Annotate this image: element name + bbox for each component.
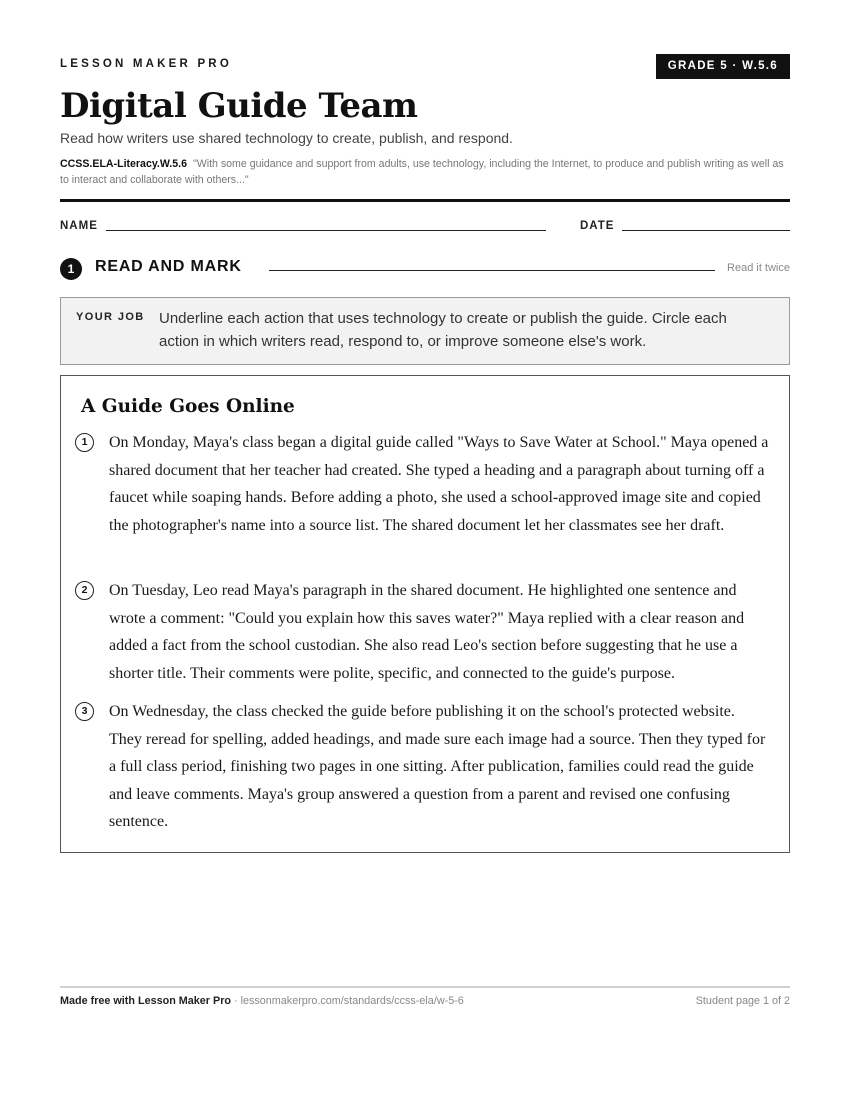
- paragraph-text[interactable]: On Tuesday, Leo read Maya's paragraph in the shared document. He highlighted one sentence and wrote a comment: "Could you explain how this saves water?" Maya replied with a clear reason and added a fact from the school custodian. She also read Leo's section before suggesting that he use a shorter title. Their comments were polite, specific, and connected to the guide's purpose.: [109, 582, 745, 682]
- paragraph-text[interactable]: On Monday, Maya's class began a digital guide called "Ways to Save Water at School." Maya opened a shared document that her teacher had created. She typed a heading and a paragraph about turning off a faucet while soaping hands. Before adding a photo, she used a school-approved image site and copied the photographer's name into a source list. The shared document let her classmates see her draft.: [109, 434, 769, 534]
- section-rule: [269, 270, 715, 271]
- standard-text: "With some guidance and support from adults, use technology, including the Internet, to produce and publish writing as well as to interact and collaborate with others...": [60, 158, 784, 186]
- page-indicator: Student page 1 of 2: [695, 995, 790, 1007]
- step-number-badge: 1: [60, 258, 82, 280]
- footer-credit: [60, 995, 464, 1007]
- brand-name: LESSON MAKER PRO: [60, 58, 232, 70]
- instructions-text: Underline each action that uses technology to create or publish the guide. Circle each action in which writers read, respond to, or improve someone else's work.: [159, 310, 727, 350]
- footer-url[interactable]: · lessonmakerpro.com/standards/ccss-ela/w-5-6: [231, 995, 464, 1007]
- instructions-label: YOUR JOB: [76, 311, 145, 323]
- standard-code: CCSS.ELA-Literacy.W.5.6: [60, 158, 187, 170]
- name-label: NAME: [60, 220, 98, 232]
- grade-badge: GRADE 5 · W.5.6: [656, 54, 790, 79]
- page-subtitle: Read how writers use shared technology to create, publish, and respond.: [60, 130, 513, 146]
- page-title: Digital Guide Team: [60, 86, 418, 126]
- paragraph-number: 3: [75, 702, 94, 721]
- footer-made-with: Made free with Lesson Maker Pro: [60, 995, 231, 1007]
- date-line[interactable]: [622, 230, 790, 231]
- instructions-box: [60, 297, 790, 365]
- section-title: READ AND MARK: [95, 258, 242, 275]
- date-label: DATE: [580, 220, 615, 232]
- footer-divider: [60, 986, 790, 988]
- header-divider: [60, 199, 790, 202]
- name-line[interactable]: [106, 230, 546, 231]
- paragraph-number: 1: [75, 433, 94, 452]
- paragraph-text[interactable]: On Wednesday, the class checked the guide before publishing it on the school's protected website. They reread for spelling, added headings, and made sure each image had a source. Then they typed for a full class period, finishing two pages in one sitting. After publication, families could read the guide and leave comments. Maya's group answered a question from a parent and revised one confusing sentence.: [109, 703, 766, 831]
- passage-title: A Guide Goes Online: [81, 396, 295, 417]
- standard-description: [60, 156, 790, 188]
- worksheet-page: [60, 0, 790, 1100]
- paragraph-number: 2: [75, 581, 94, 600]
- section-note: Read it twice: [727, 262, 790, 274]
- reading-passage: [60, 375, 790, 853]
